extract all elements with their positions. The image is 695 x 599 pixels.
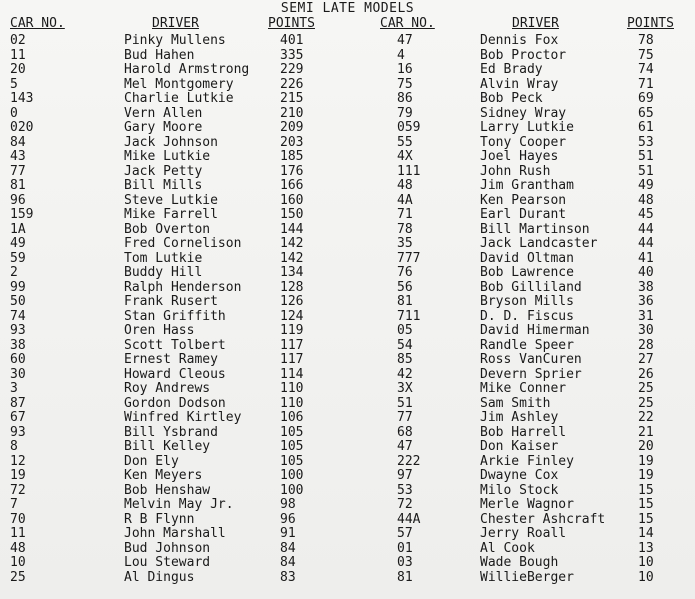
driver-name: Ralph Henderson (124, 279, 242, 295)
points-value: 21 (638, 424, 654, 440)
car-number: 7 (10, 497, 18, 512)
points-value: 117 (280, 337, 304, 353)
right-table-row (0, 454, 695, 469)
driver-name: WillieBerger (480, 569, 574, 585)
car-number: 47 (397, 439, 413, 454)
car-number: 059 (397, 120, 421, 135)
right-table-row (0, 497, 695, 512)
points-value: 215 (280, 91, 304, 106)
points-value: 105 (280, 453, 304, 469)
car-number: 74 (10, 308, 26, 324)
car-number: 11 (10, 47, 26, 63)
points-value: 160 (280, 192, 304, 208)
driver-name: Bryson Mills (480, 294, 574, 309)
points-value: 27 (638, 352, 654, 367)
car-number: 67 (10, 410, 26, 425)
driver-name: Mel Montgomery (124, 76, 234, 92)
points-value: 117 (280, 352, 304, 367)
right-table-row (0, 526, 695, 541)
car-number: 96 (10, 192, 26, 208)
points-value: 110 (280, 381, 304, 396)
car-number: 71 (397, 207, 413, 222)
driver-name: Harold Armstrong (124, 62, 250, 77)
right-table-row (0, 570, 695, 585)
points-value: 114 (280, 366, 304, 382)
driver-name: Jerry Roall (480, 526, 567, 541)
car-number: 55 (397, 134, 413, 150)
driver-name: Sidney Wray (480, 105, 567, 121)
right-table-row (0, 425, 695, 440)
points-value: 15 (638, 497, 654, 512)
right-table-row (0, 265, 695, 280)
car-number: 78 (397, 221, 413, 237)
right-table-row (0, 77, 695, 92)
points-value: 40 (638, 265, 654, 280)
right-table-row (0, 178, 695, 193)
driver-name: Winfred Kirtley (124, 410, 242, 425)
points-value: 36 (638, 294, 654, 309)
driver-name: Bob Lawrence (480, 265, 574, 280)
driver-name: Randle Speer (480, 337, 574, 353)
driver-name: Fred Cornelison (124, 236, 242, 251)
points-value: 19 (638, 453, 654, 469)
car-number: 68 (397, 424, 413, 440)
driver-name: Jim Ashley (480, 410, 559, 425)
car-number: 20 (10, 62, 26, 77)
points-value: 31 (638, 308, 654, 324)
driver-name: Dennis Fox (480, 33, 559, 48)
car-number: 77 (10, 163, 26, 179)
points-value: 84 (280, 540, 296, 556)
driver-name: John Rush (480, 163, 551, 179)
points-value: 91 (280, 526, 296, 541)
car-number: 51 (397, 395, 413, 411)
right-table-row (0, 106, 695, 121)
header-driver-left: DRIVER (152, 16, 199, 31)
car-number: 81 (397, 294, 413, 309)
car-number: 79 (397, 105, 413, 121)
car-number: 12 (10, 453, 26, 469)
points-value: 44 (638, 236, 654, 251)
header-car-no-right: CAR NO. (380, 16, 435, 31)
right-table-row (0, 309, 695, 324)
driver-name: John Marshall (124, 526, 226, 541)
points-value: 98 (280, 497, 296, 512)
driver-name: Alvin Wray (480, 76, 559, 92)
driver-name: Ed Brady (480, 62, 543, 77)
car-number: 711 (397, 308, 421, 324)
points-value: 209 (280, 120, 304, 135)
right-table-row (0, 62, 695, 77)
driver-name: Don Ely (124, 453, 179, 469)
car-number: 93 (10, 323, 26, 338)
points-value: 38 (638, 279, 654, 295)
right-table-row (0, 91, 695, 106)
car-number: 44A (397, 511, 421, 527)
driver-name: Joel Hayes (480, 149, 559, 164)
car-number: 25 (10, 569, 26, 585)
right-table-row (0, 294, 695, 309)
car-number: 93 (10, 424, 26, 440)
points-value: 49 (638, 178, 654, 193)
car-number: 42 (397, 366, 413, 382)
right-table-row (0, 541, 695, 556)
points-value: 203 (280, 134, 304, 150)
driver-name: Jack Landcaster (480, 236, 598, 251)
car-number: 143 (10, 91, 34, 106)
points-value: 44 (638, 221, 654, 237)
points-value: 30 (638, 323, 654, 338)
points-value: 25 (638, 395, 654, 411)
points-value: 53 (638, 134, 654, 150)
car-number: 2 (10, 265, 18, 280)
car-number: 8 (10, 439, 18, 454)
right-table-row (0, 222, 695, 237)
driver-name: Dwayne Cox (480, 468, 559, 483)
driver-name: Don Kaiser (480, 439, 559, 454)
driver-name: Vern Allen (124, 105, 203, 121)
points-value: 210 (280, 105, 304, 121)
points-value: 124 (280, 308, 304, 324)
car-number: 111 (397, 163, 421, 179)
car-number: 5 (10, 76, 18, 92)
car-number: 222 (397, 453, 421, 469)
right-table-row (0, 48, 695, 63)
driver-name: Mike Lutkie (124, 149, 211, 164)
car-number: 38 (10, 337, 26, 353)
car-number: 72 (397, 497, 413, 512)
points-value: 10 (638, 569, 654, 585)
driver-name: Melvin May Jr. (124, 497, 234, 512)
right-table-row (0, 381, 695, 396)
right-table-row (0, 120, 695, 135)
driver-name: Bob Harrell (480, 424, 567, 440)
points-value: 71 (638, 76, 654, 92)
points-value: 142 (280, 250, 304, 266)
car-number: 72 (10, 482, 26, 498)
right-table-row (0, 149, 695, 164)
driver-name: Bill Kelley (124, 439, 211, 454)
points-value: 105 (280, 439, 304, 454)
points-value: 335 (280, 47, 304, 63)
driver-name: Gordon Dodson (124, 395, 226, 411)
right-table-row (0, 512, 695, 527)
points-value: 142 (280, 236, 304, 251)
driver-name: Bud Johnson (124, 540, 211, 556)
points-value: 28 (638, 337, 654, 353)
car-number: 03 (397, 555, 413, 570)
driver-name: Bob Henshaw (124, 482, 211, 498)
driver-name: Buddy Hill (124, 265, 203, 280)
points-value: 74 (638, 62, 654, 77)
points-value: 176 (280, 163, 304, 179)
driver-name: Mike Farrell (124, 207, 218, 222)
points-value: 26 (638, 366, 654, 382)
car-number: 76 (397, 265, 413, 280)
points-value: 106 (280, 410, 304, 425)
driver-name: Milo Stock (480, 482, 559, 498)
driver-name: R B Flynn (124, 511, 195, 527)
points-value: 22 (638, 410, 654, 425)
points-value: 45 (638, 207, 654, 222)
points-value: 69 (638, 91, 654, 106)
car-number: 4A (397, 192, 413, 208)
right-table-row (0, 164, 695, 179)
driver-name: Bill Mills (124, 178, 203, 193)
driver-name: Ken Pearson (480, 192, 567, 208)
driver-name: D. D. Fiscus (480, 308, 574, 324)
car-number: 159 (10, 207, 34, 222)
points-value: 110 (280, 395, 304, 411)
driver-name: Jack Petty (124, 163, 203, 179)
points-value: 119 (280, 323, 304, 338)
points-value: 126 (280, 294, 304, 309)
driver-name: David Himerman (480, 323, 590, 338)
driver-name: Bill Martinson (480, 221, 590, 237)
right-table-row (0, 207, 695, 222)
car-number: 87 (10, 395, 26, 411)
points-value: 13 (638, 540, 654, 556)
header-car-no-left: CAR NO. (10, 16, 65, 31)
right-table-row (0, 352, 695, 367)
header-points-right: POINTS (627, 16, 674, 31)
driver-name: Sam Smith (480, 395, 551, 411)
driver-name: Al Cook (480, 540, 535, 556)
driver-name: Steve Lutkie (124, 192, 218, 208)
driver-name: Mike Conner (480, 381, 567, 396)
points-value: 14 (638, 526, 654, 541)
car-number: 86 (397, 91, 413, 106)
right-table-row (0, 280, 695, 295)
driver-name: Bob Proctor (480, 47, 567, 63)
driver-name: Bill Ysbrand (124, 424, 218, 440)
car-number: 54 (397, 337, 413, 353)
points-value: 401 (280, 33, 304, 48)
car-number: 57 (397, 526, 413, 541)
right-table-row (0, 236, 695, 251)
driver-name: Devern Sprier (480, 366, 582, 382)
car-number: 75 (397, 76, 413, 92)
driver-name: Roy Andrews (124, 381, 211, 396)
driver-name: Larry Lutkie (480, 120, 574, 135)
car-number: 3 (10, 381, 18, 396)
driver-name: Howard Cleous (124, 366, 226, 382)
driver-name: Earl Durant (480, 207, 567, 222)
right-table-row (0, 33, 695, 48)
car-number: 0 (10, 105, 18, 121)
points-value: 25 (638, 381, 654, 396)
car-number: 020 (10, 120, 34, 135)
car-number: 85 (397, 352, 413, 367)
driver-name: Charlie Lutkie (124, 91, 234, 106)
driver-name: Oren Hass (124, 323, 195, 338)
points-value: 84 (280, 555, 296, 570)
header-driver-right: DRIVER (512, 16, 559, 31)
car-number: 97 (397, 468, 413, 483)
car-number: 1A (10, 221, 26, 237)
header-points-left: POINTS (268, 16, 315, 31)
car-number: 70 (10, 511, 26, 527)
driver-name: Pinky Mullens (124, 33, 226, 48)
driver-name: Bob Gilliland (480, 279, 582, 295)
points-value: 75 (638, 47, 654, 63)
car-number: 84 (10, 134, 26, 150)
right-table-row (0, 468, 695, 483)
points-value: 134 (280, 265, 304, 280)
right-table-row (0, 338, 695, 353)
driver-name: Bob Overton (124, 221, 211, 237)
points-value: 100 (280, 482, 304, 498)
points-value: 128 (280, 279, 304, 295)
car-number: 48 (397, 178, 413, 193)
car-number: 10 (10, 555, 26, 570)
car-number: 4X (397, 149, 413, 164)
car-number: 43 (10, 149, 26, 164)
car-number: 30 (10, 366, 26, 382)
right-table-row (0, 396, 695, 411)
driver-name: Merle Wagnor (480, 497, 574, 512)
car-number: 56 (397, 279, 413, 295)
driver-name: Lou Steward (124, 555, 211, 570)
car-number: 4 (397, 47, 405, 63)
car-number: 48 (10, 540, 26, 556)
car-number: 59 (10, 250, 26, 266)
car-number: 60 (10, 352, 26, 367)
car-number: 77 (397, 410, 413, 425)
driver-name: Arkie Finley (480, 453, 574, 469)
points-value: 41 (638, 250, 654, 266)
points-value: 96 (280, 511, 296, 527)
car-number: 81 (397, 569, 413, 585)
driver-name: Chester Ashcraft (480, 511, 606, 527)
driver-name: Ernest Ramey (124, 352, 218, 367)
points-value: 100 (280, 468, 304, 483)
points-value: 226 (280, 76, 304, 92)
driver-name: Jim Grantham (480, 178, 574, 193)
points-value: 48 (638, 192, 654, 208)
right-table-row (0, 410, 695, 425)
driver-name: Tony Cooper (480, 134, 567, 150)
car-number: 11 (10, 526, 26, 541)
driver-name: Gary Moore (124, 120, 203, 135)
page-title: SEMI LATE MODELS (280, 1, 415, 16)
driver-name: Scott Tolbert (124, 337, 226, 353)
points-value: 65 (638, 105, 654, 121)
points-value: 15 (638, 482, 654, 498)
right-table-row (0, 251, 695, 266)
right-table-row (0, 367, 695, 382)
points-value: 78 (638, 33, 654, 48)
points-value: 51 (638, 149, 654, 164)
car-number: 50 (10, 294, 26, 309)
car-number: 47 (397, 33, 413, 48)
car-number: 99 (10, 279, 26, 295)
driver-name: David Oltman (480, 250, 574, 266)
driver-name: Frank Rusert (124, 294, 218, 309)
car-number: 35 (397, 236, 413, 251)
driver-name: Tom Lutkie (124, 250, 203, 266)
car-number: 16 (397, 62, 413, 77)
driver-name: Stan Griffith (124, 308, 226, 324)
car-number: 19 (10, 468, 26, 483)
car-number: 49 (10, 236, 26, 251)
points-value: 51 (638, 163, 654, 179)
driver-name: Wade Bough (480, 555, 559, 570)
right-table-row (0, 555, 695, 570)
points-value: 61 (638, 120, 654, 135)
right-table-row (0, 323, 695, 338)
car-number: 01 (397, 540, 413, 556)
car-number: 81 (10, 178, 26, 193)
car-number: 53 (397, 482, 413, 498)
driver-name: Al Dingus (124, 569, 195, 585)
points-value: 15 (638, 511, 654, 527)
driver-name: Jack Johnson (124, 134, 218, 150)
points-value: 105 (280, 424, 304, 440)
points-value: 144 (280, 221, 304, 237)
car-number: 05 (397, 323, 413, 338)
points-value: 19 (638, 468, 654, 483)
right-table-row (0, 439, 695, 454)
points-value: 20 (638, 439, 654, 454)
driver-name: Ross VanCuren (480, 352, 582, 367)
driver-name: Ken Meyers (124, 468, 203, 483)
car-number: 3X (397, 381, 413, 396)
points-value: 150 (280, 207, 304, 222)
car-number: 777 (397, 250, 421, 266)
points-value: 166 (280, 178, 304, 193)
points-value: 185 (280, 149, 304, 164)
points-value: 83 (280, 569, 296, 585)
driver-name: Bud Hahen (124, 47, 195, 63)
points-value: 229 (280, 62, 304, 77)
points-value: 10 (638, 555, 654, 570)
right-table-row (0, 135, 695, 150)
right-table-row (0, 193, 695, 208)
driver-name: Bob Peck (480, 91, 543, 106)
right-table-row (0, 483, 695, 498)
car-number: 02 (10, 33, 26, 48)
